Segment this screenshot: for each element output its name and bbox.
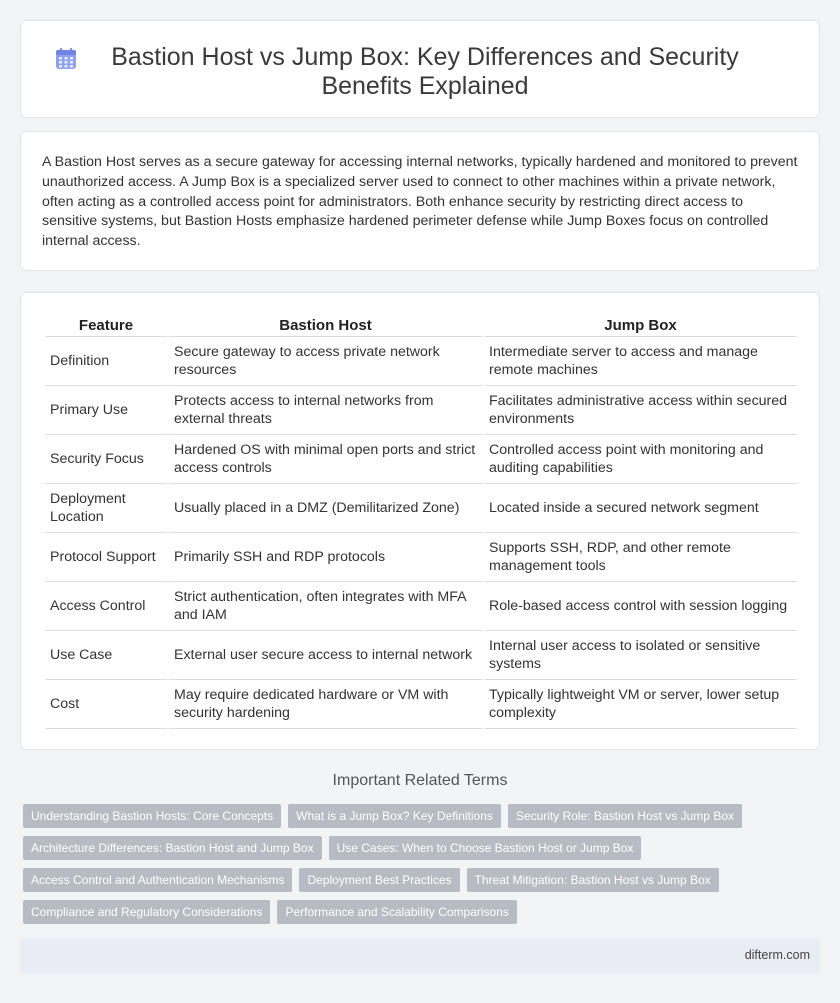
related-term-link[interactable]: Deployment Best Practices	[299, 868, 459, 892]
table-row	[45, 386, 797, 435]
feature-cell: Deployment Location	[45, 484, 167, 533]
feature-cell: Security Focus	[45, 435, 167, 484]
jump-box-cell: Controlled access point with monitoring and auditing capabilities	[484, 435, 797, 484]
site-link[interactable]: difterm.com	[744, 948, 810, 962]
table-row	[45, 484, 797, 533]
feature-cell: Use Case	[45, 631, 167, 680]
footer-bar	[20, 938, 820, 974]
related-term-link[interactable]: Understanding Bastion Hosts: Core Concepts	[23, 804, 281, 828]
feature-cell: Primary Use	[45, 386, 167, 435]
column-header-jump-box: Jump Box	[484, 315, 797, 337]
comparison-table	[43, 315, 799, 729]
related-term-link[interactable]: Use Cases: When to Choose Bastion Host or Jump Box	[329, 836, 642, 860]
jump-box-cell: Located inside a secured network segment	[484, 484, 797, 533]
related-term-link[interactable]: What is a Jump Box? Key Definitions	[288, 804, 501, 828]
table-header-row	[45, 315, 797, 337]
feature-cell: Protocol Support	[45, 533, 167, 582]
table-row	[45, 435, 797, 484]
jump-box-cell: Intermediate server to access and manage remote machines	[484, 337, 797, 386]
related-term-link[interactable]: Security Role: Bastion Host vs Jump Box	[508, 804, 742, 828]
tag-row	[23, 868, 823, 892]
related-terms-list	[23, 804, 823, 932]
related-term-link[interactable]: Performance and Scalability Comparisons	[277, 900, 516, 924]
tag-row	[23, 900, 823, 924]
feature-cell: Access Control	[45, 582, 167, 631]
comparison-card	[20, 292, 820, 750]
related-terms-heading: Important Related Terms	[332, 772, 508, 789]
bastion-host-cell: Secure gateway to access private network resources	[169, 337, 482, 386]
bastion-host-cell: Primarily SSH and RDP protocols	[169, 533, 482, 582]
related-term-link[interactable]: Architecture Differences: Bastion Host and Jump Box	[23, 836, 322, 860]
table-row	[45, 337, 797, 386]
table-row	[45, 631, 797, 680]
tag-row	[23, 804, 823, 828]
jump-box-cell: Internal user access to isolated or sensitive systems	[484, 631, 797, 680]
tag-row	[23, 836, 823, 860]
table-row	[45, 582, 797, 631]
jump-box-cell: Facilitates administrative access within secured environments	[484, 386, 797, 435]
jump-box-cell: Supports SSH, RDP, and other remote management tools	[484, 533, 797, 582]
jump-box-cell: Role-based access control with session logging	[484, 582, 797, 631]
bastion-host-cell: Strict authentication, often integrates with MFA and IAM	[169, 582, 482, 631]
bastion-host-cell: May require dedicated hardware or VM with security hardening	[169, 680, 482, 729]
intro-card	[20, 131, 820, 271]
title-card	[20, 20, 820, 118]
jump-box-cell: Typically lightweight VM or server, lower setup complexity	[484, 680, 797, 729]
related-term-link[interactable]: Compliance and Regulatory Considerations	[23, 900, 270, 924]
table-row	[45, 533, 797, 582]
bastion-host-cell: Protects access to internal networks from external threats	[169, 386, 482, 435]
related-term-link[interactable]: Access Control and Authentication Mechanisms	[23, 868, 292, 892]
intro-paragraph: A Bastion Host serves as a secure gateway for accessing internal networks, typically hardened and monitored to prevent unauthorized access. A Jump Box is a specialized server used to connect to other machines within a private network, often acting as a controlled access point for administrators. Both enhance security by restricting direct access to sensitive systems, but Bastion Hosts emphasize hardened perimeter defense while Jump Boxes focus on controlled internal access.	[42, 154, 798, 250]
column-header-feature: Feature	[45, 315, 167, 337]
column-header-bastion-host: Bastion Host	[169, 315, 482, 337]
feature-cell: Definition	[45, 337, 167, 386]
page-title: Bastion Host vs Jump Box: Key Differences and Security Benefits Explained	[111, 43, 739, 100]
bastion-host-cell: Usually placed in a DMZ (Demilitarized Zone)	[169, 484, 482, 533]
bastion-host-cell: Hardened OS with minimal open ports and strict access controls	[169, 435, 482, 484]
bastion-host-cell: External user secure access to internal network	[169, 631, 482, 680]
related-term-link[interactable]: Threat Mitigation: Bastion Host vs Jump Box	[467, 868, 719, 892]
table-row	[45, 680, 797, 729]
feature-cell: Cost	[45, 680, 167, 729]
